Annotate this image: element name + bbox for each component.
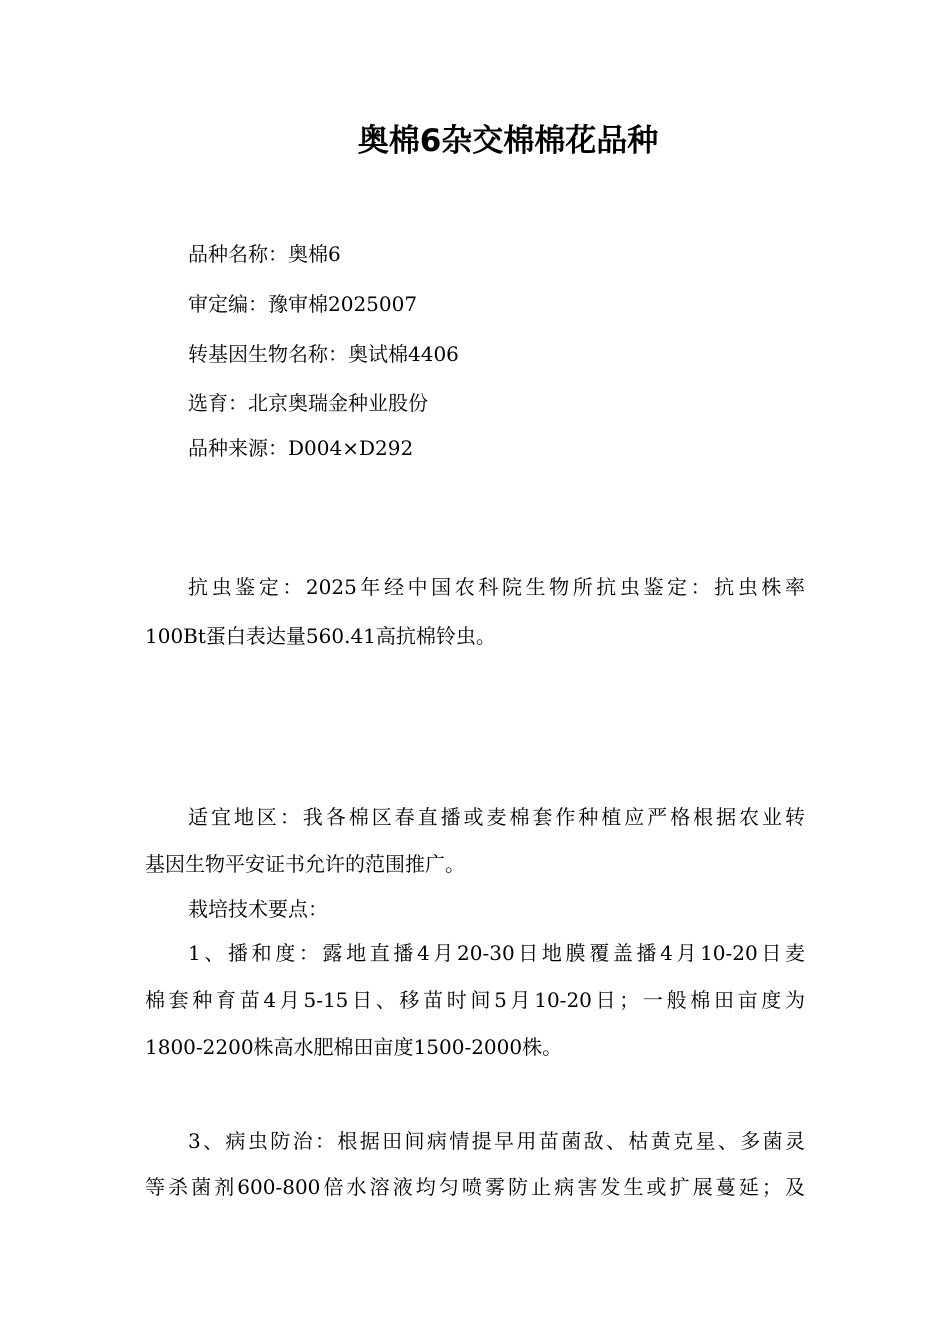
- document-title: 奥棉6杂交棉棉花品种: [357, 123, 659, 159]
- sowing-line-3: 1800-2200株高水肥棉田亩度1500-2000株。: [145, 1035, 563, 1059]
- gmo-name-line: 转基因生物名称：奥试棉4406: [188, 342, 459, 366]
- breeder-line: 选育：北京奥瑞金种业股份: [188, 391, 428, 415]
- suitable-region-line-2: 基因生物平安证书允许的范围推广。: [145, 852, 465, 876]
- variety-origin-line: 品种来源：D004×D292: [188, 436, 414, 460]
- suitable-region-line-1: 适宜地区：我各棉区春直播或麦棉套作种植应严格根据农业转: [188, 805, 805, 829]
- sowing-line-2: 棉套种育苗4月5-15日、移苗时间5月10-20日；一般棉田亩度为: [145, 988, 805, 1012]
- pest-control-line-2: 等杀菌剂600-800倍水溶液均匀喷雾防止病害发生或扩展蔓延；及: [145, 1175, 805, 1199]
- variety-name-line: 品种名称：奥棉6: [188, 242, 341, 266]
- sowing-line-1: 1、播和度：露地直播4月20-30日地膜覆盖播4月10-20日麦: [188, 941, 805, 965]
- cultivation-heading: 栽培技术要点：: [188, 897, 328, 921]
- insect-resistance-line-2: 100Bt蛋白表达量560.41高抗棉铃虫。: [145, 624, 496, 648]
- pest-control-line-1: 3、病虫防治：根据田间病情提早用苗菌敌、枯黄克星、多菌灵: [188, 1129, 805, 1153]
- approval-number-line: 审定编：豫审棉2025007: [188, 292, 418, 316]
- insect-resistance-line-1: 抗虫鉴定：2025年经中国农科院生物所抗虫鉴定：抗虫株率: [188, 575, 805, 599]
